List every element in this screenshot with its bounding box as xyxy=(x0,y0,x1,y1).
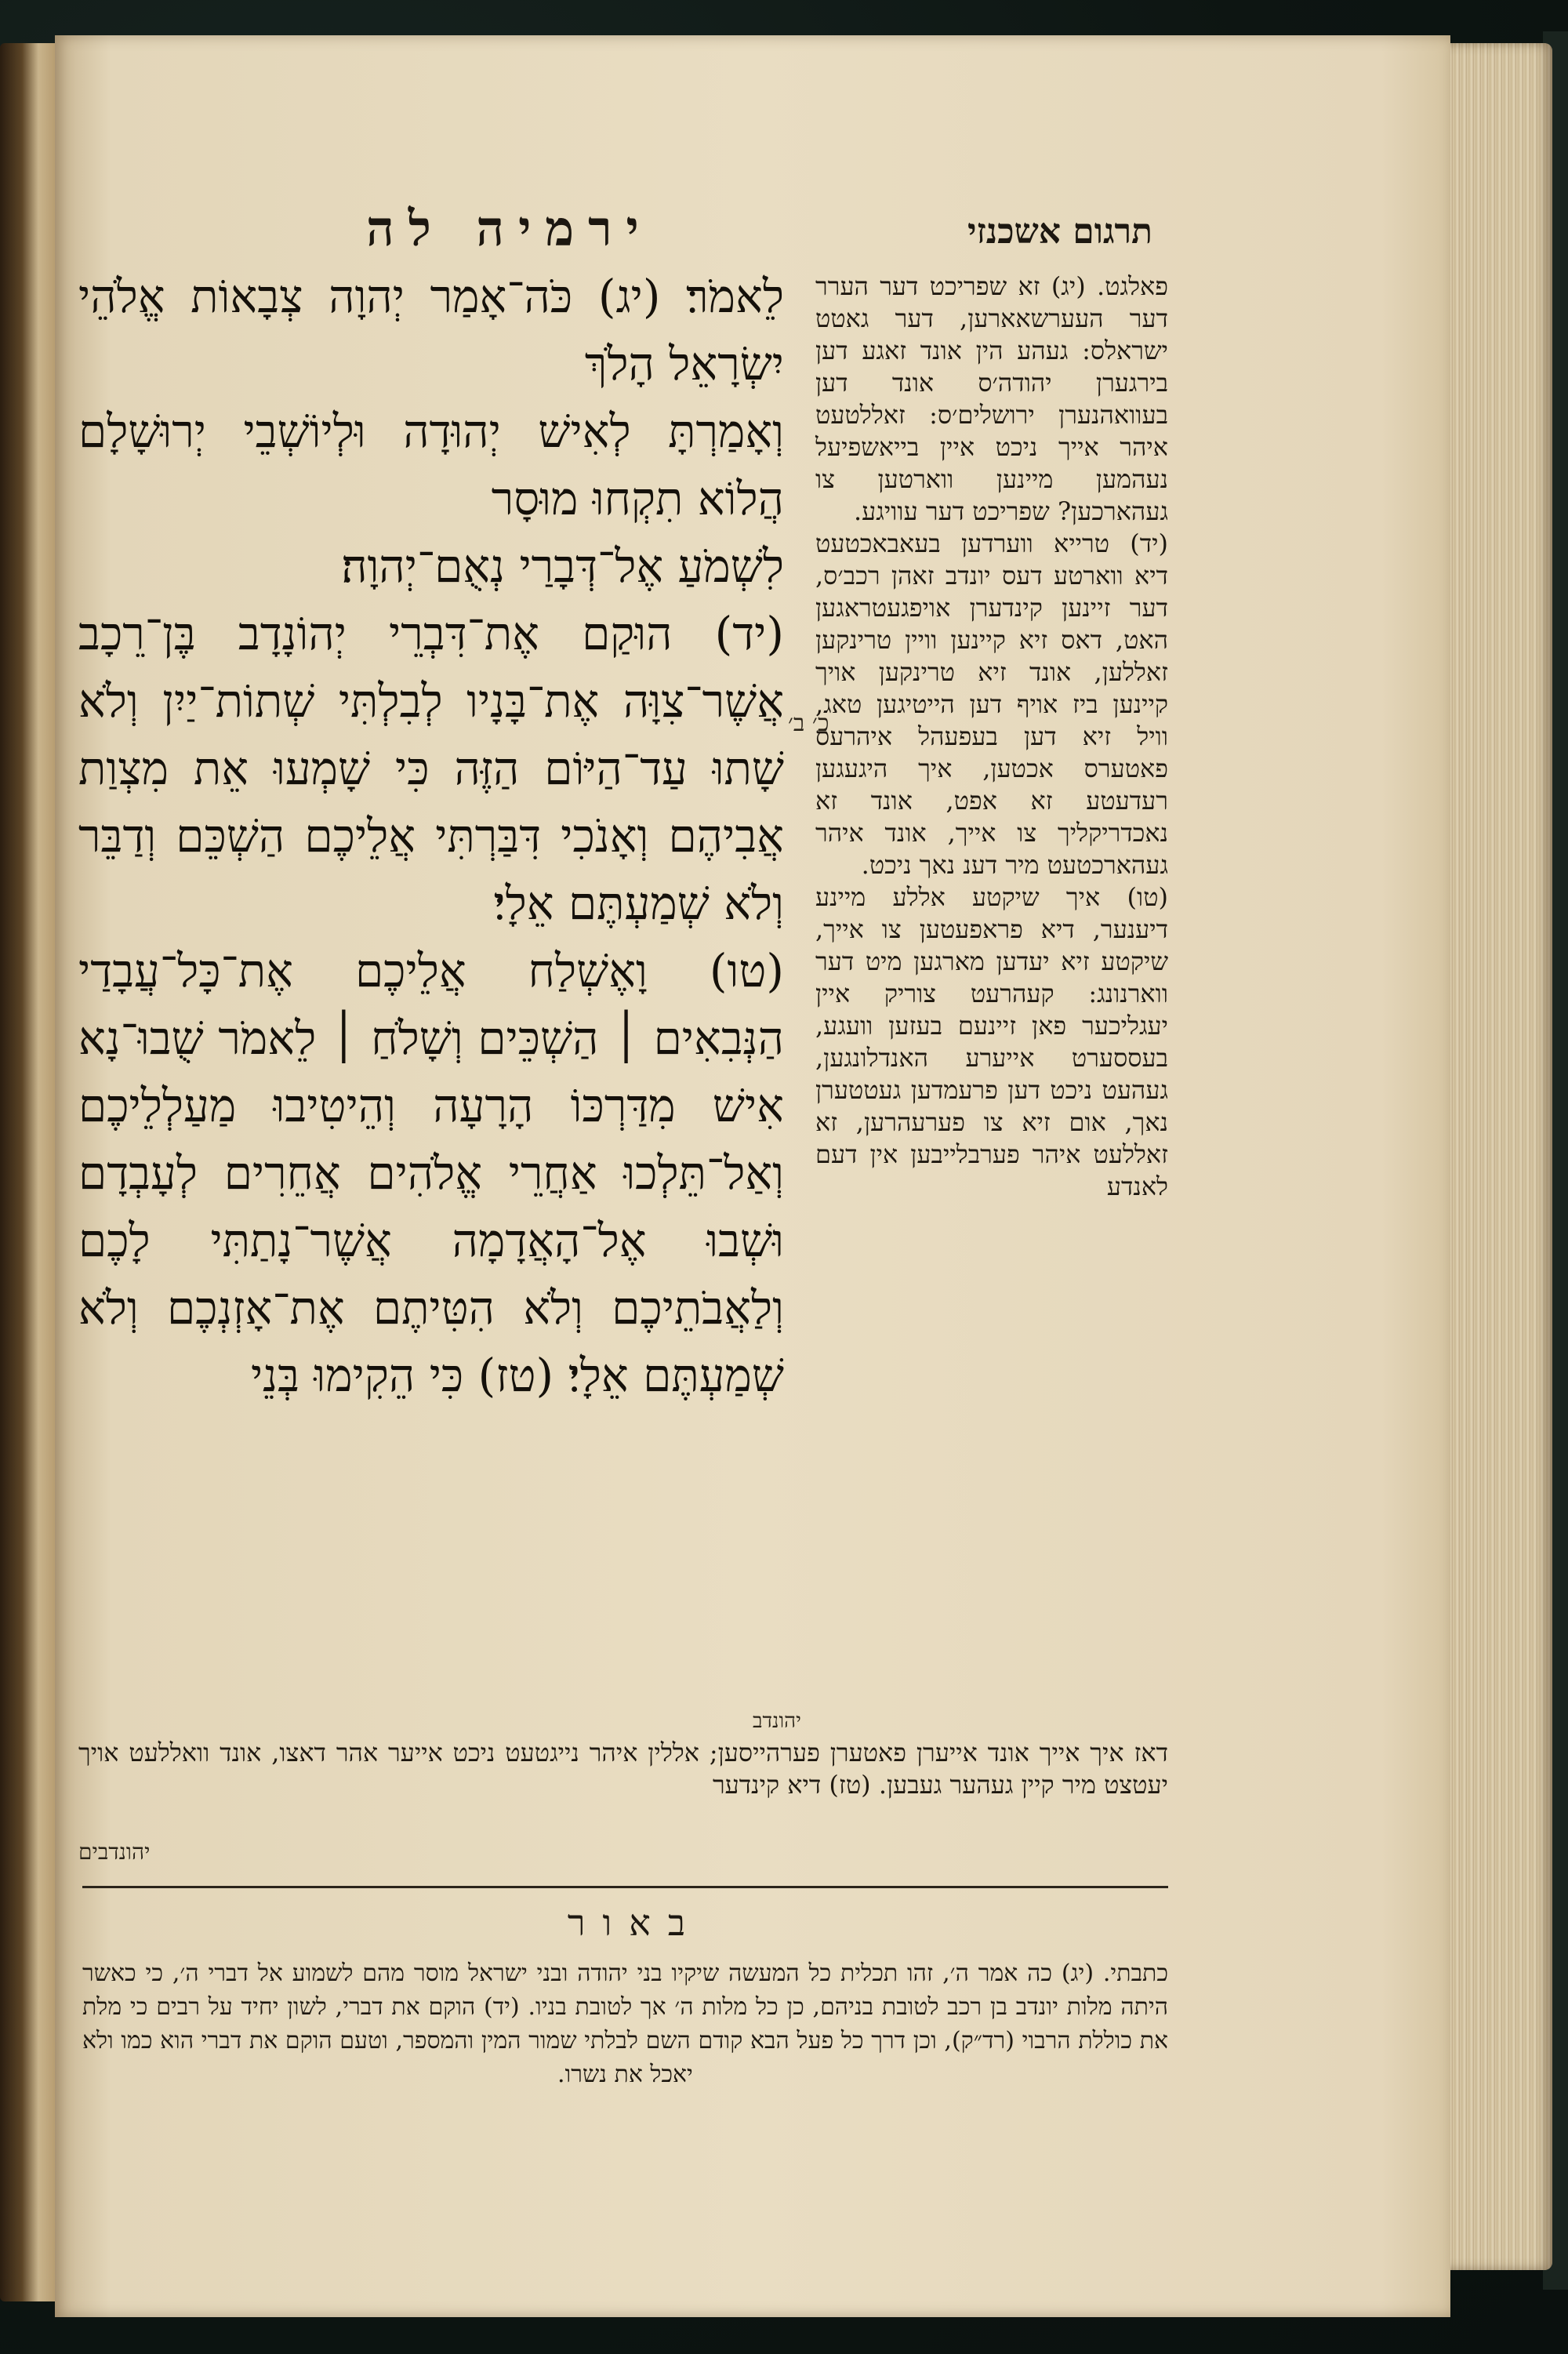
running-header-translation: תרגום אשכנזי xyxy=(967,212,1152,252)
verse-line: לִשְׁמֹעַ אֶל־דְּבָרַי נְאֻם־יְהוָה׃ xyxy=(341,539,784,593)
translation-paragraph: (טו) איך שיקטע אללע מיינע דיענער, דיא פראפעטען צו אייך, שיקטע זיא יעדען מארגען מיט דער ווארנונג: קעהרעט צוריק איין יעגליכער פאן זיינעם בעזען וועגע, בעססערט אייערע האנדלונגען, געהעט ניכט דען פרעמדען געטטערן נאך, אום זיא צו פערעהרען, זא זאללעט איהר פערבלייבען אין דעם לאנדע xyxy=(815,882,1168,1201)
verse-line: (טו) וָאֶשְׁלַח אֲלֵיכֶם אֶת־כָּל־עֲבָדַי הַנְּבִאִים ׀ הַשְׁכֵּים וְשָׁלֹחַ ׀ לֵאמֹר שֻׁבוּ־נָא אִישׁ מִדַּרְכּוֹ הָרָעָה וְהֵיטִיבוּ מַעַלְלֵיכֶם וְאַל־תֵּלְכוּ אַחֲרֵי אֱלֹהִים אֲחֵרִים לְעָבְדָם וּשְׁבוּ אֶל־הָאֲדָמָה אֲשֶׁר־נָתַתִּי לָכֶם וְלַאֲבֹתֵיכֶם וְלֹא הִטִּיתֶם אֶת־אָזְנְכֶם וְלֹא שְׁמַעְתֶּם אֵלָי׃ (טז) כִּי הֵקִימוּ בְּנֵי xyxy=(78,944,784,1402)
left-page-edge xyxy=(0,43,55,2301)
verse-line: וְאָמַרְתָּ לְאִישׁ יְהוּדָה וּלְיוֹשְׁבֵי יְרוּשָׁלָם הֲלוֹא תִקְחוּ מוּסָר xyxy=(78,405,784,525)
translation-column xyxy=(815,271,1168,1721)
catchword-translation: יהונדבים xyxy=(78,1839,151,1865)
commentary-title: באור xyxy=(567,1902,703,1944)
catchword-main: יהונדב xyxy=(753,1709,801,1733)
running-header-book: ירמיה לה xyxy=(366,200,653,257)
margin-note: כ׳ ב׳ xyxy=(788,710,829,737)
verse-line: לֵאמֹר׃ (יג) כֹּה־אָמַר יְהוָה צְבָאוֹת אֱלֹהֵי יִשְׂרָאֵל הָלֹךְ xyxy=(78,270,784,391)
hebrew-text-column xyxy=(78,263,784,1745)
translation-paragraph: פאלגט. (יג) זא שפריכט דער הערר דער העערשאארען, דער גאטט ישראלס: געהע הין אונד זאגע דען בירגערן יהודה׳ס אונד דען בעוואהנערן ירושלים׳ס: זאללטעט איהר אייך ניכט איין בייאשפיעל נעהמען מיינען ווארטען צו געהארכען? שפריכט דער עוויגע. xyxy=(815,271,1168,526)
translation-paragraph: (יד) טרייא ווערדען בעאבאכטעט דיא ווארטע דעס יונדב זאהן רכב׳ס, דער זיינען קינדערן אויפגעטראגען האט, דאס זיא קיינען וויין טרינקען זאללען, אונד זיא טרינקען אויך קיינען ביז אויף דען הייטיגען טאג, וויל זיא דען בעפעהל איהרעס פאטערס אכטען, איך היגעגען רעדעטע זא אפט, אונד זא נאכדריקליך צו אייך, אונד איהר געהארכטעט מיר דענ נאך ניכט. xyxy=(815,529,1168,880)
divider-rule xyxy=(82,1886,1168,1888)
verse-line: (יד) הוּקַם אֶת־דִּבְרֵי יְהוֹנָדָב בֶּן־רֵכָב אֲשֶׁר־צִוָּה אֶת־בָּנָיו לְבִלְתִּי שְׁתוֹת־יַיִן וְלֹא שָׁתוּ עַד־הַיּוֹם הַזֶּה כִּי שָׁמְעוּ אֵת מִצְוַת אֲבִיהֶם וְאָנֹכִי דִּבַּרְתִּי אֲלֵיכֶם הַשְׁכֵּם וְדַבֵּר וְלֹא שְׁמַעְתֶּם אֵלָי׃ xyxy=(78,607,784,930)
translation-continuation: דאז איך אייך אונד אייערן פאטערן פערהייסען; אללין איהר נייגטעט ניכט אייער אהר דאצו, אונד וואללעט אויך יעטצט מיר קיין געהער געבען. (טז) דיא קינדער xyxy=(78,1738,1168,1800)
commentary-text: כתבתי. (יג) כה אמר ה׳, זהו תכלית כל המעשה שיקיו בני יהודה ובני ישראל מוסר מהם לשמוע אל דברי ה׳, כי כאשר היתה מלות יונדב בן רכב לטובת בניהם, כן כל מלות ה׳ אך לטובת בניו. (יד) הוקם את דברי, לשון יחיד על רבים כי מלת את כוללת הרבוי (רד״ק), וכן דרך כל פעל הבא קודם השם לבלתי שמור המין והמספר, וטעם הוקם את דברי הוא כמו ולא יאכל את נשרו. xyxy=(82,1960,1168,2088)
